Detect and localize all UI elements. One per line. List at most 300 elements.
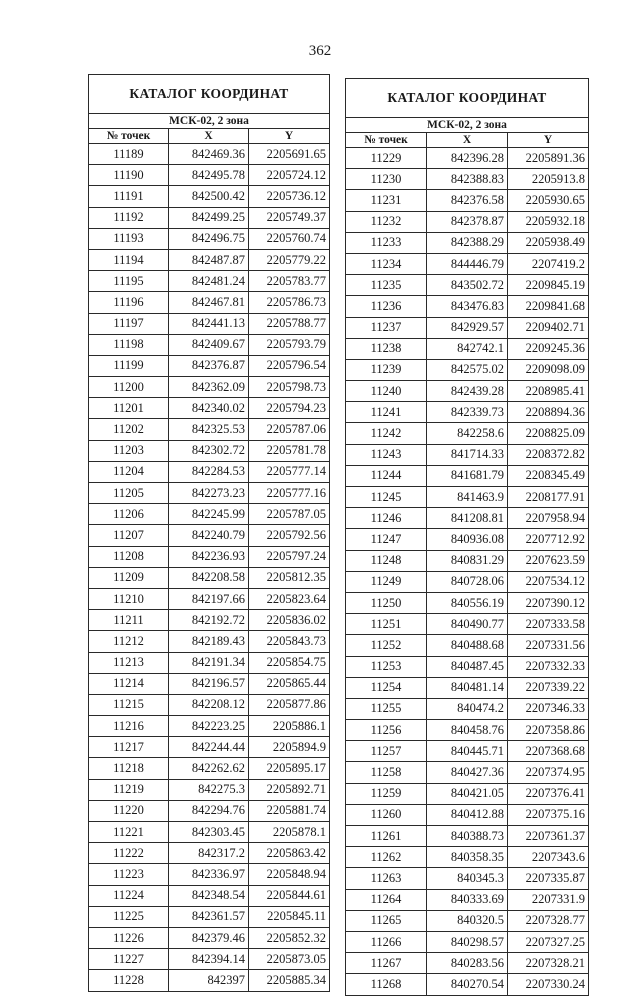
point-number-cell: 11250 [346, 592, 427, 613]
table-row [346, 169, 589, 190]
table-row [346, 931, 589, 952]
header-point-number: № точек [346, 133, 427, 148]
point-number-cell: 11206 [89, 504, 169, 525]
table-row [346, 741, 589, 762]
y-coordinate-cell: 2205823.64 [249, 588, 330, 609]
y-coordinate-cell: 2207419.2 [508, 253, 589, 274]
y-coordinate-cell: 2205892.71 [249, 779, 330, 800]
y-coordinate-cell: 2209098.09 [508, 359, 589, 380]
x-coordinate-cell: 842397 [169, 970, 249, 991]
x-coordinate-cell: 843476.83 [427, 296, 508, 317]
table-row [89, 694, 330, 715]
point-number-cell: 11216 [89, 716, 169, 737]
table-row [346, 402, 589, 423]
y-coordinate-cell: 2205881.74 [249, 800, 330, 821]
table-row [346, 423, 589, 444]
y-coordinate-cell: 2207343.6 [508, 847, 589, 868]
point-number-cell: 11265 [346, 910, 427, 931]
table-row [89, 949, 330, 970]
point-number-cell: 11232 [346, 211, 427, 232]
x-coordinate-cell: 840270.54 [427, 974, 508, 995]
table-row [346, 550, 589, 571]
x-coordinate-cell: 842394.14 [169, 949, 249, 970]
y-coordinate-cell: 2205788.77 [249, 313, 330, 334]
x-coordinate-cell: 840490.77 [427, 614, 508, 635]
x-coordinate-cell: 842575.02 [427, 359, 508, 380]
point-number-cell: 11260 [346, 804, 427, 825]
y-coordinate-cell: 2205796.54 [249, 355, 330, 376]
x-coordinate-cell: 842439.28 [427, 381, 508, 402]
point-number-cell: 11264 [346, 889, 427, 910]
x-coordinate-cell: 842499.25 [169, 207, 249, 228]
x-coordinate-cell: 842196.57 [169, 673, 249, 694]
point-number-cell: 11240 [346, 381, 427, 402]
table-row [89, 249, 330, 270]
x-coordinate-cell: 840345.3 [427, 868, 508, 889]
table-row [89, 610, 330, 631]
y-coordinate-cell: 2207958.94 [508, 508, 589, 529]
point-number-cell: 11199 [89, 355, 169, 376]
y-coordinate-cell: 2205798.73 [249, 377, 330, 398]
table-row [89, 546, 330, 567]
point-number-cell: 11241 [346, 402, 427, 423]
y-coordinate-cell: 2205792.56 [249, 525, 330, 546]
x-coordinate-cell: 842378.87 [427, 211, 508, 232]
point-number-cell: 11225 [89, 906, 169, 927]
point-number-cell: 11205 [89, 483, 169, 504]
y-coordinate-cell: 2205873.05 [249, 949, 330, 970]
y-coordinate-cell: 2205895.17 [249, 758, 330, 779]
point-number-cell: 11244 [346, 465, 427, 486]
point-number-cell: 11255 [346, 698, 427, 719]
point-number-cell: 11217 [89, 737, 169, 758]
table-row [89, 228, 330, 249]
point-number-cell: 11231 [346, 190, 427, 211]
y-coordinate-cell: 2205854.75 [249, 652, 330, 673]
table-row [89, 440, 330, 461]
table-row [89, 334, 330, 355]
point-number-cell: 11257 [346, 741, 427, 762]
catalog-zone: МСК-02, 2 зона [346, 118, 589, 133]
x-coordinate-cell: 842317.2 [169, 843, 249, 864]
catalog-title: КАТАЛОГ КООРДИНАТ [346, 79, 589, 118]
x-coordinate-cell: 842258.6 [427, 423, 508, 444]
point-number-cell: 11239 [346, 359, 427, 380]
y-coordinate-cell: 2207331.9 [508, 889, 589, 910]
x-coordinate-cell: 840488.68 [427, 635, 508, 656]
x-coordinate-cell: 840481.14 [427, 677, 508, 698]
table-row [89, 186, 330, 207]
y-coordinate-cell: 2205794.23 [249, 398, 330, 419]
x-coordinate-cell: 840728.06 [427, 571, 508, 592]
y-coordinate-cell: 2205938.49 [508, 232, 589, 253]
point-number-cell: 11252 [346, 635, 427, 656]
x-coordinate-cell: 842240.79 [169, 525, 249, 546]
x-coordinate-cell: 842496.75 [169, 228, 249, 249]
x-coordinate-cell: 842245.99 [169, 504, 249, 525]
x-coordinate-cell: 842236.93 [169, 546, 249, 567]
x-coordinate-cell: 842340.02 [169, 398, 249, 419]
y-coordinate-cell: 2205843.73 [249, 631, 330, 652]
y-coordinate-cell: 2205930.65 [508, 190, 589, 211]
table-row [89, 419, 330, 440]
y-coordinate-cell: 2209841.68 [508, 296, 589, 317]
y-coordinate-cell: 2207534.12 [508, 571, 589, 592]
x-coordinate-cell: 842191.34 [169, 652, 249, 673]
x-coordinate-cell: 842500.42 [169, 186, 249, 207]
x-coordinate-cell: 842192.72 [169, 610, 249, 631]
table-row [346, 148, 589, 169]
x-coordinate-cell: 840936.08 [427, 529, 508, 550]
y-coordinate-cell: 2205913.8 [508, 169, 589, 190]
y-coordinate-cell: 2205894.9 [249, 737, 330, 758]
y-coordinate-cell: 2207623.59 [508, 550, 589, 571]
y-coordinate-cell: 2205877.86 [249, 694, 330, 715]
table-row [89, 377, 330, 398]
y-coordinate-cell: 2205852.32 [249, 927, 330, 948]
table-row [89, 271, 330, 292]
table-row [346, 783, 589, 804]
y-coordinate-cell: 2205779.22 [249, 249, 330, 270]
y-coordinate-cell: 2207376.41 [508, 783, 589, 804]
x-coordinate-cell: 843502.72 [427, 275, 508, 296]
table-row [89, 504, 330, 525]
y-coordinate-cell: 2207328.21 [508, 953, 589, 974]
x-coordinate-cell: 842376.58 [427, 190, 508, 211]
x-coordinate-cell: 842409.67 [169, 334, 249, 355]
point-number-cell: 11251 [346, 614, 427, 635]
table-row [89, 355, 330, 376]
x-coordinate-cell: 842303.45 [169, 822, 249, 843]
table-row [346, 826, 589, 847]
point-number-cell: 11247 [346, 529, 427, 550]
table-row [346, 910, 589, 931]
table-row [346, 762, 589, 783]
x-coordinate-cell: 842275.3 [169, 779, 249, 800]
point-number-cell: 11221 [89, 822, 169, 843]
x-coordinate-cell: 842284.53 [169, 461, 249, 482]
y-coordinate-cell: 2205786.73 [249, 292, 330, 313]
table-row [346, 338, 589, 359]
y-coordinate-cell: 2209845.19 [508, 275, 589, 296]
table-row [346, 211, 589, 232]
point-number-cell: 11208 [89, 546, 169, 567]
point-number-cell: 11249 [346, 571, 427, 592]
table-row [89, 779, 330, 800]
coordinate-catalog-left [88, 74, 330, 992]
point-number-cell: 11209 [89, 567, 169, 588]
point-number-cell: 11242 [346, 423, 427, 444]
point-number-cell: 11227 [89, 949, 169, 970]
point-number-cell: 11256 [346, 720, 427, 741]
x-coordinate-cell: 842244.44 [169, 737, 249, 758]
y-coordinate-cell: 2207390.12 [508, 592, 589, 613]
point-number-cell: 11212 [89, 631, 169, 652]
table-row [89, 737, 330, 758]
table-row [89, 864, 330, 885]
table-row [89, 292, 330, 313]
point-number-cell: 11207 [89, 525, 169, 546]
x-coordinate-cell: 840831.29 [427, 550, 508, 571]
x-coordinate-cell: 842262.62 [169, 758, 249, 779]
x-coordinate-cell: 842487.87 [169, 249, 249, 270]
point-number-cell: 11219 [89, 779, 169, 800]
point-number-cell: 11196 [89, 292, 169, 313]
table-row [346, 253, 589, 274]
x-coordinate-cell: 842388.83 [427, 169, 508, 190]
x-coordinate-cell: 842362.09 [169, 377, 249, 398]
y-coordinate-cell: 2205793.79 [249, 334, 330, 355]
point-number-cell: 11248 [346, 550, 427, 571]
table-row [346, 381, 589, 402]
table-row [89, 970, 330, 991]
table-row [89, 673, 330, 694]
table-row [89, 652, 330, 673]
point-number-cell: 11192 [89, 207, 169, 228]
table-row [346, 317, 589, 338]
y-coordinate-cell: 2205736.12 [249, 186, 330, 207]
y-coordinate-cell: 2205865.44 [249, 673, 330, 694]
table-row [89, 313, 330, 334]
y-coordinate-cell: 2207332.33 [508, 656, 589, 677]
point-number-cell: 11224 [89, 885, 169, 906]
y-coordinate-cell: 2205724.12 [249, 165, 330, 186]
point-number-cell: 11235 [346, 275, 427, 296]
x-coordinate-cell: 842376.87 [169, 355, 249, 376]
y-coordinate-cell: 2205777.14 [249, 461, 330, 482]
table-row [89, 144, 330, 165]
point-number-cell: 11202 [89, 419, 169, 440]
x-coordinate-cell: 842336.97 [169, 864, 249, 885]
y-coordinate-cell: 2205760.74 [249, 228, 330, 249]
x-coordinate-cell: 840445.71 [427, 741, 508, 762]
point-number-cell: 11218 [89, 758, 169, 779]
y-coordinate-cell: 2208985.41 [508, 381, 589, 402]
table-row [346, 847, 589, 868]
table-row [89, 588, 330, 609]
x-coordinate-cell: 842197.66 [169, 588, 249, 609]
table-row [89, 822, 330, 843]
y-coordinate-cell: 2207368.68 [508, 741, 589, 762]
table-row [346, 804, 589, 825]
point-number-cell: 11193 [89, 228, 169, 249]
point-number-cell: 11220 [89, 800, 169, 821]
catalog-title: КАТАЛОГ КООРДИНАТ [89, 75, 330, 114]
x-coordinate-cell: 842273.23 [169, 483, 249, 504]
x-coordinate-cell: 842742.1 [427, 338, 508, 359]
point-number-cell: 11259 [346, 783, 427, 804]
table-row [346, 529, 589, 550]
y-coordinate-cell: 2207374.95 [508, 762, 589, 783]
table-row [346, 889, 589, 910]
table-row [346, 698, 589, 719]
y-coordinate-cell: 2205691.65 [249, 144, 330, 165]
point-number-cell: 11237 [346, 317, 427, 338]
table-row [346, 571, 589, 592]
y-coordinate-cell: 2208372.82 [508, 444, 589, 465]
y-coordinate-cell: 2205781.78 [249, 440, 330, 461]
x-coordinate-cell: 840427.36 [427, 762, 508, 783]
table-row [89, 843, 330, 864]
y-coordinate-cell: 2207328.77 [508, 910, 589, 931]
x-coordinate-cell: 841208.81 [427, 508, 508, 529]
point-number-cell: 11229 [346, 148, 427, 169]
table-row [346, 677, 589, 698]
point-number-cell: 11210 [89, 588, 169, 609]
table-row [89, 927, 330, 948]
y-coordinate-cell: 2208894.36 [508, 402, 589, 423]
y-coordinate-cell: 2207358.86 [508, 720, 589, 741]
x-coordinate-cell: 842189.43 [169, 631, 249, 652]
x-coordinate-cell: 842348.54 [169, 885, 249, 906]
table-row [89, 165, 330, 186]
y-coordinate-cell: 2207327.25 [508, 931, 589, 952]
x-coordinate-cell: 842302.72 [169, 440, 249, 461]
x-coordinate-cell: 842208.12 [169, 694, 249, 715]
point-number-cell: 11200 [89, 377, 169, 398]
x-coordinate-cell: 842396.28 [427, 148, 508, 169]
x-coordinate-cell: 840474.2 [427, 698, 508, 719]
y-coordinate-cell: 2205777.16 [249, 483, 330, 504]
y-coordinate-cell: 2205932.18 [508, 211, 589, 232]
x-coordinate-cell: 841463.9 [427, 487, 508, 508]
table-row [89, 398, 330, 419]
point-number-cell: 11266 [346, 931, 427, 952]
table-row [89, 461, 330, 482]
point-number-cell: 11190 [89, 165, 169, 186]
table-row [346, 465, 589, 486]
x-coordinate-cell: 840358.35 [427, 847, 508, 868]
x-coordinate-cell: 842441.13 [169, 313, 249, 334]
y-coordinate-cell: 2205797.24 [249, 546, 330, 567]
table-row [346, 275, 589, 296]
y-coordinate-cell: 2205787.06 [249, 419, 330, 440]
point-number-cell: 11214 [89, 673, 169, 694]
table-row [346, 868, 589, 889]
x-coordinate-cell: 840333.69 [427, 889, 508, 910]
table-row [89, 483, 330, 504]
table-row [346, 592, 589, 613]
y-coordinate-cell: 2205848.94 [249, 864, 330, 885]
point-number-cell: 11198 [89, 334, 169, 355]
table-row [346, 444, 589, 465]
header-x: X [427, 133, 508, 148]
table-row [346, 953, 589, 974]
catalog-zone: МСК-02, 2 зона [89, 114, 330, 129]
table-row [346, 635, 589, 656]
y-coordinate-cell: 2208345.49 [508, 465, 589, 486]
x-coordinate-cell: 840458.76 [427, 720, 508, 741]
point-number-cell: 11215 [89, 694, 169, 715]
point-number-cell: 11191 [89, 186, 169, 207]
y-coordinate-cell: 2207339.22 [508, 677, 589, 698]
y-coordinate-cell: 2207333.58 [508, 614, 589, 635]
table-row [89, 567, 330, 588]
x-coordinate-cell: 842481.24 [169, 271, 249, 292]
y-coordinate-cell: 2207361.37 [508, 826, 589, 847]
point-number-cell: 11258 [346, 762, 427, 783]
x-coordinate-cell: 840320.5 [427, 910, 508, 931]
y-coordinate-cell: 2205783.77 [249, 271, 330, 292]
catalog-body [89, 144, 330, 992]
table-row [346, 359, 589, 380]
x-coordinate-cell: 842467.81 [169, 292, 249, 313]
table-row [346, 974, 589, 995]
header-y: Y [508, 133, 589, 148]
y-coordinate-cell: 2205863.42 [249, 843, 330, 864]
point-number-cell: 11261 [346, 826, 427, 847]
table-row [346, 232, 589, 253]
point-number-cell: 11263 [346, 868, 427, 889]
point-number-cell: 11201 [89, 398, 169, 419]
x-coordinate-cell: 840412.88 [427, 804, 508, 825]
point-number-cell: 11233 [346, 232, 427, 253]
x-coordinate-cell: 842223.25 [169, 716, 249, 737]
y-coordinate-cell: 2207375.16 [508, 804, 589, 825]
y-coordinate-cell: 2205878.1 [249, 822, 330, 843]
point-number-cell: 11262 [346, 847, 427, 868]
table-row [89, 207, 330, 228]
x-coordinate-cell: 842294.76 [169, 800, 249, 821]
y-coordinate-cell: 2209402.71 [508, 317, 589, 338]
x-coordinate-cell: 842388.29 [427, 232, 508, 253]
y-coordinate-cell: 2208177.91 [508, 487, 589, 508]
point-number-cell: 11245 [346, 487, 427, 508]
point-number-cell: 11253 [346, 656, 427, 677]
point-number-cell: 11236 [346, 296, 427, 317]
x-coordinate-cell: 840421.05 [427, 783, 508, 804]
x-coordinate-cell: 840556.19 [427, 592, 508, 613]
table-row [346, 296, 589, 317]
table-row [89, 885, 330, 906]
table-row [346, 487, 589, 508]
coordinate-catalog-right [345, 78, 589, 996]
y-coordinate-cell: 2207335.87 [508, 868, 589, 889]
point-number-cell: 11197 [89, 313, 169, 334]
x-coordinate-cell: 842929.57 [427, 317, 508, 338]
y-coordinate-cell: 2205749.37 [249, 207, 330, 228]
x-coordinate-cell: 842379.46 [169, 927, 249, 948]
table-row [89, 716, 330, 737]
table-row [346, 720, 589, 741]
table-row [346, 656, 589, 677]
x-coordinate-cell: 841681.79 [427, 465, 508, 486]
point-number-cell: 11268 [346, 974, 427, 995]
y-coordinate-cell: 2205885.34 [249, 970, 330, 991]
y-coordinate-cell: 2205891.36 [508, 148, 589, 169]
point-number-cell: 11243 [346, 444, 427, 465]
y-coordinate-cell: 2205812.35 [249, 567, 330, 588]
x-coordinate-cell: 842325.53 [169, 419, 249, 440]
x-coordinate-cell: 844446.79 [427, 253, 508, 274]
table-row [346, 508, 589, 529]
header-x: X [169, 129, 249, 144]
y-coordinate-cell: 2205787.05 [249, 504, 330, 525]
point-number-cell: 11230 [346, 169, 427, 190]
y-coordinate-cell: 2207346.33 [508, 698, 589, 719]
point-number-cell: 11194 [89, 249, 169, 270]
table-row [89, 758, 330, 779]
catalog-body [346, 148, 589, 996]
point-number-cell: 11267 [346, 953, 427, 974]
point-number-cell: 11234 [346, 253, 427, 274]
y-coordinate-cell: 2207712.92 [508, 529, 589, 550]
header-y: Y [249, 129, 330, 144]
table-row [346, 190, 589, 211]
point-number-cell: 11203 [89, 440, 169, 461]
point-number-cell: 11222 [89, 843, 169, 864]
table-row [346, 614, 589, 635]
